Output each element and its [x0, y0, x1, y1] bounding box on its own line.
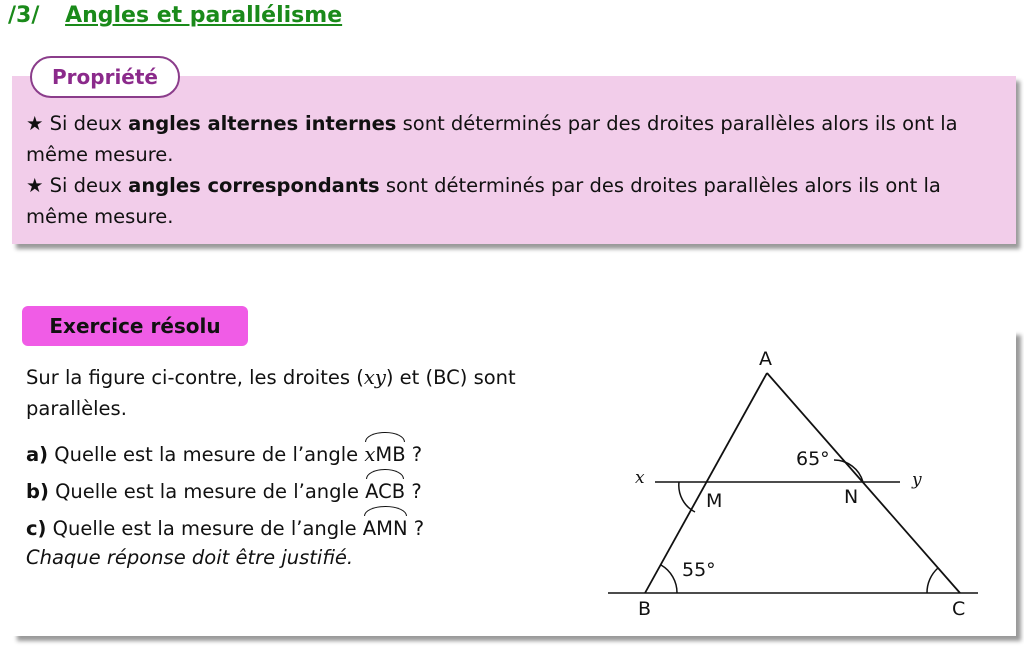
side-ac	[767, 373, 960, 593]
exercise-badge: Exercice résolu	[22, 306, 248, 346]
angle-arc-abc	[661, 565, 677, 593]
point-n-label: N	[844, 486, 859, 508]
angle-65-label: 65°	[796, 448, 830, 470]
question-c: c) Quelle est la mesure de l’angle AMN ?	[26, 505, 546, 542]
exercise-note: Chaque réponse doit être justifié.	[26, 546, 354, 569]
exercise-text	[26, 362, 546, 573]
point-b-label: B	[638, 598, 652, 620]
property-item: ★ Si deux angles correspondants sont déterminés par des droites parallèles alors ils ont la même mesure.	[26, 174, 941, 228]
property-item: ★ Si deux angles alternes internes sont déterminés par des droites parallèles alors ils ont la même mesure.	[26, 112, 958, 166]
angle-notation: xMB	[364, 431, 405, 473]
property-term: angles correspondants	[128, 174, 380, 197]
section-title	[8, 3, 342, 28]
angle-notation: ACB	[365, 468, 405, 510]
exercise-intro: Sur la figure ci-contre, les droites (xy) et (BC) sont parallèles.	[26, 366, 516, 420]
section-heading: Angles et parallélisme	[65, 3, 343, 28]
section-number: /3/	[8, 3, 40, 28]
point-c-label: C	[952, 598, 966, 620]
point-a-label: A	[759, 348, 772, 370]
question-b: b) Quelle est la mesure de l’angle ACB ?	[26, 468, 546, 505]
question-a: a) Quelle est la mesure de l’angle xMB ?	[26, 431, 546, 468]
property-text	[26, 108, 1006, 232]
line-y-label: y	[912, 470, 922, 490]
triangle-figure	[600, 340, 1000, 630]
line-x-label: x	[635, 468, 645, 488]
angle-55-label: 55°	[682, 559, 716, 581]
angle-notation: AMN	[363, 505, 408, 547]
point-m-label: M	[706, 490, 723, 512]
property-term: angles alternes internes	[128, 112, 397, 135]
star-icon: ★	[26, 174, 44, 197]
property-badge: Propriété	[30, 56, 180, 98]
angle-arc-acb	[927, 568, 938, 593]
star-icon: ★	[26, 112, 44, 135]
